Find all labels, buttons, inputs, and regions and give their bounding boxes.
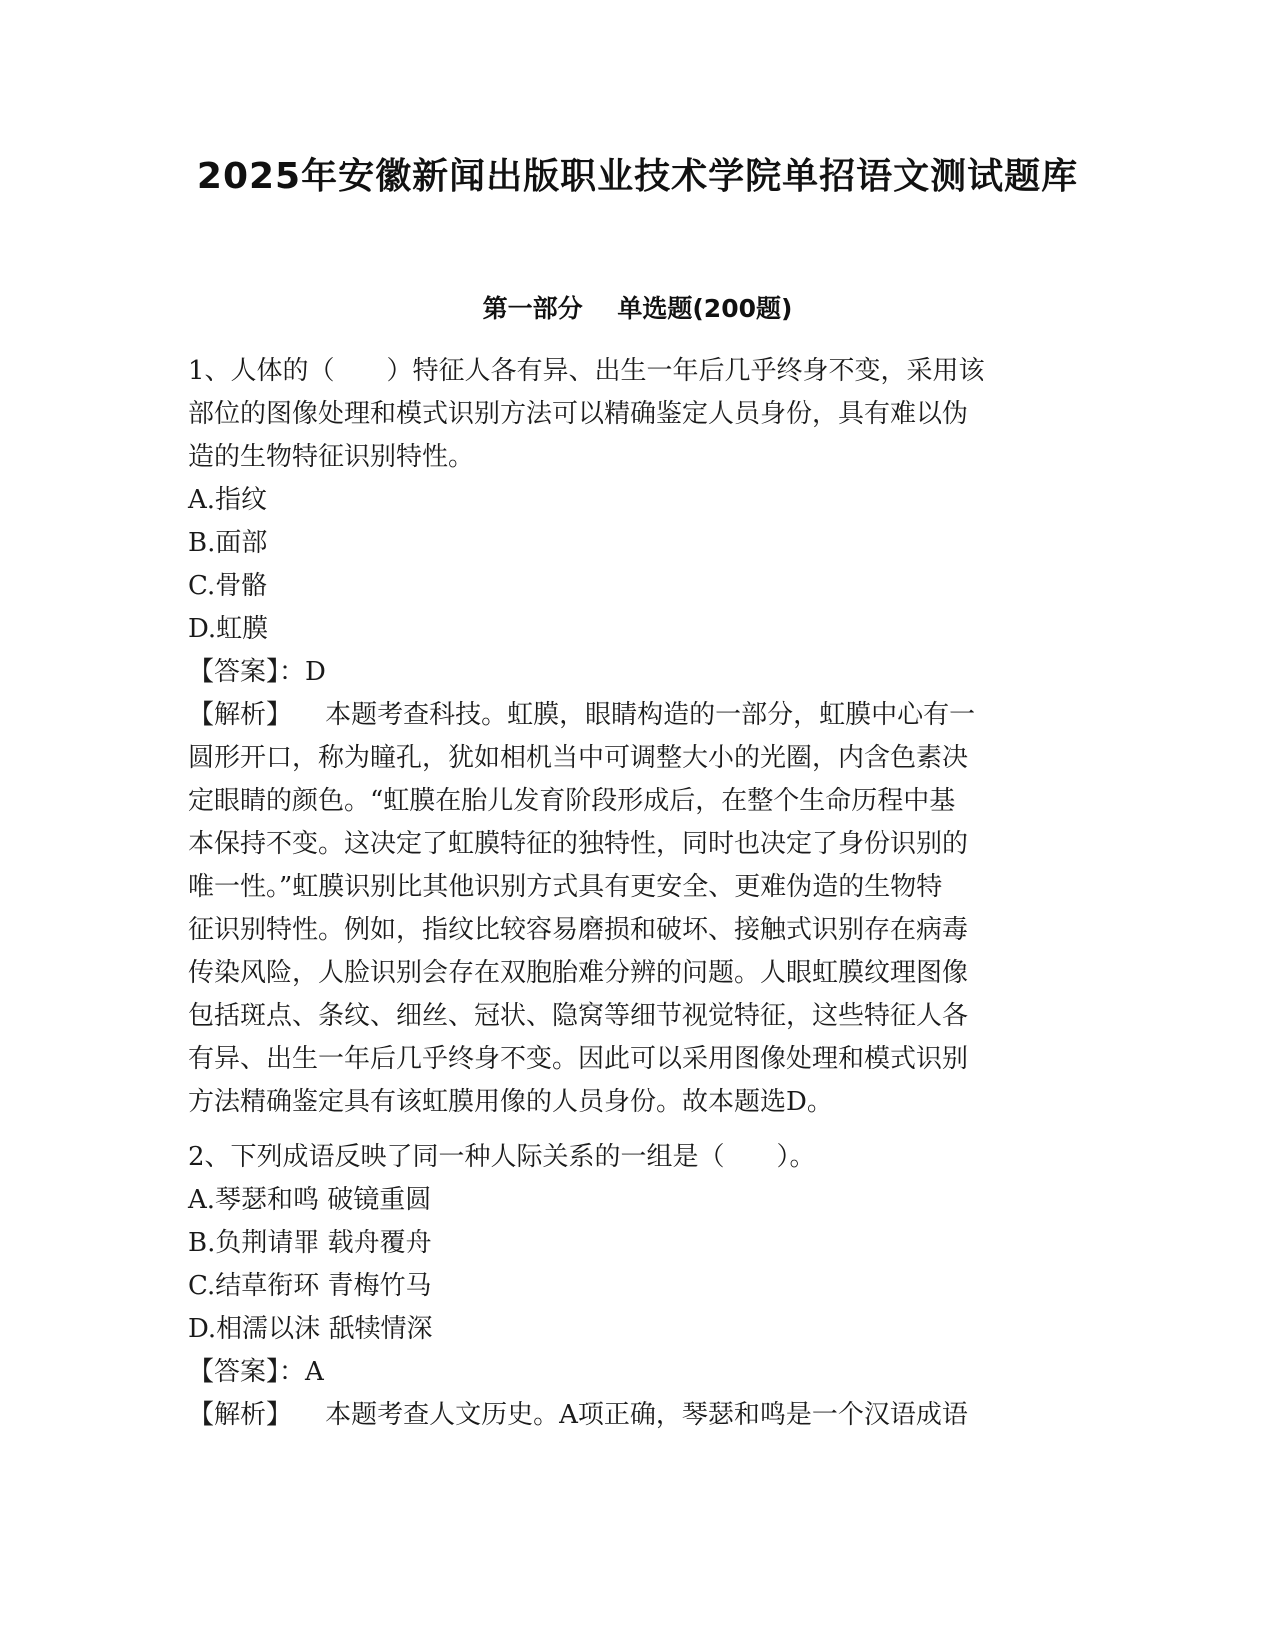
analysis-text: 传染风险，人脸识别会存在双胞胎难分辨的问题。人眼虹膜纹理图像 xyxy=(188,958,969,988)
analysis-label: 【解析】 xyxy=(188,1400,293,1430)
analysis-label: 【解析】 xyxy=(188,700,293,730)
answer-label: 【答案】： xyxy=(188,657,306,687)
analysis-text: 本题考查人文历史。A项正确，琴瑟和鸣是一个汉语成语 xyxy=(325,1400,968,1430)
option-c: C.骨骼 xyxy=(188,571,268,601)
question-stem-line: 2、下列成语反映了同一种人际关系的一组是（ ）。 xyxy=(188,1142,816,1172)
option-a: A.指纹 xyxy=(188,485,268,515)
section-heading: 第一部分 单选题(200题) xyxy=(482,294,793,323)
analysis-text: 有异、出生一年后几乎终身不变。因此可以采用图像处理和模式识别 xyxy=(188,1044,969,1074)
analysis-text: 本题考查科技。虹膜，眼睛构造的一部分，虹膜中心有一 xyxy=(325,700,976,730)
option-c: C.结草衔环 青梅竹马 xyxy=(188,1271,432,1301)
option-b: B.负荆请罪 载舟覆舟 xyxy=(188,1228,432,1258)
option-d: D.虹膜 xyxy=(188,614,269,644)
answer-value: D xyxy=(305,657,326,687)
answer-line xyxy=(188,1351,1068,1394)
analysis-text: 方法精确鉴定具有该虹膜用像的人员身份。故本题选D。 xyxy=(188,1087,833,1117)
analysis-text: 包括斑点、条纹、细丝、冠状、隐窝等细节视觉特征，这些特征人各 xyxy=(188,1001,969,1031)
question-stem-line: 1、人体的（ ）特征人各有异、出生一年后几乎终身不变，采用该 xyxy=(188,356,985,386)
question-1 xyxy=(188,350,1068,1124)
option-d: D.相濡以沫 舐犊情深 xyxy=(188,1314,433,1344)
analysis-text: 征识别特性。例如，指纹比较容易磨损和破坏、接触式识别存在病毒 xyxy=(188,915,969,945)
answer-line xyxy=(188,651,1068,694)
option-b: B.面部 xyxy=(188,528,268,558)
analysis-text: 本保持不变。这决定了虹膜特征的独特性，同时也决定了身份识别的 xyxy=(188,829,969,859)
analysis-text: 定眼睛的颜色。“虹膜在胎儿发育阶段形成后，在整个生命历程中基 xyxy=(188,786,956,816)
answer-label: 【答案】： xyxy=(188,1357,306,1387)
analysis-text: 唯一性。”虹膜识别比其他识别方式具有更安全、更难伪造的生物特 xyxy=(188,872,943,902)
question-2 xyxy=(188,1136,1068,1437)
analysis-line xyxy=(188,694,1068,737)
question-stem-line: 部位的图像处理和模式识别方法可以精确鉴定人员身份，具有难以伪 xyxy=(188,399,969,429)
question-stem-line: 造的生物特征识别特性。 xyxy=(188,442,475,472)
analysis-line xyxy=(188,1394,1068,1437)
document-title: 2025年安徽新闻出版职业技术学院单招语文测试题库 xyxy=(196,156,1079,197)
answer-value: A xyxy=(305,1357,324,1387)
analysis-text: 圆形开口，称为瞳孔，犹如相机当中可调整大小的光圈，内含色素决 xyxy=(188,743,969,773)
question-list xyxy=(188,350,1068,1437)
option-a: A.琴瑟和鸣 破镜重圆 xyxy=(188,1185,432,1215)
